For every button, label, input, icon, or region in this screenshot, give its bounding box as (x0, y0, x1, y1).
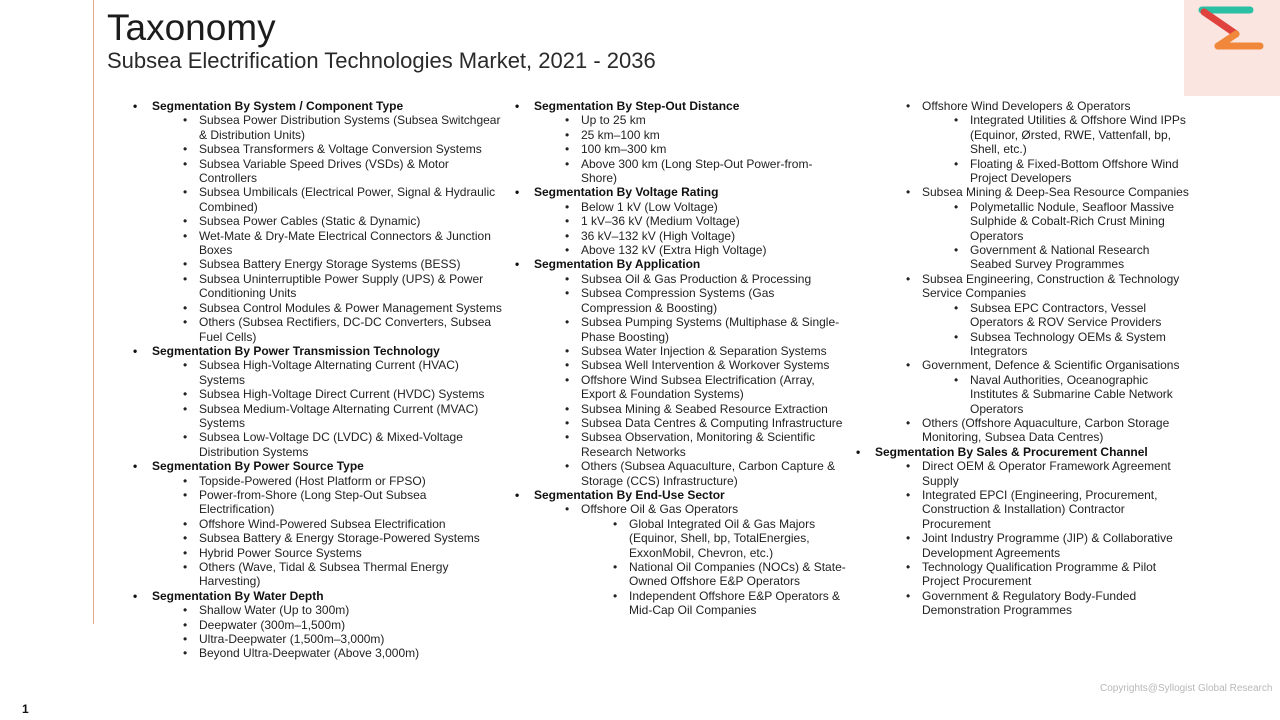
page-number: 1 (22, 702, 29, 716)
segment-subitem: • Naval Authorities, Oceanographic Institutes & Submarine Cable Network Operators (857, 373, 1192, 416)
segment-item: • Offshore Wind Subsea Electrification (Array, Export & Foundation Systems) (516, 373, 846, 402)
taxonomy-column-1 (134, 99, 504, 661)
segment-item: • Hybrid Power Source Systems (134, 546, 504, 560)
page-subtitle: Subsea Electrification Technologies Market, 2021 - 2036 (107, 48, 656, 73)
segment-item: • Subsea Battery & Energy Storage-Powered Systems (134, 531, 504, 545)
segment-item: • 25 km–100 km (516, 128, 846, 142)
segment-item: • Subsea Uninterruptible Power Supply (UPS) & Power Conditioning Units (134, 272, 504, 301)
segment-subitem: • Subsea EPC Contractors, Vessel Operators & ROV Service Providers (857, 301, 1192, 330)
segment-subitem: • Floating & Fixed-Bottom Offshore Wind Project Developers (857, 157, 1192, 186)
segment-item: • 100 km–300 km (516, 142, 846, 156)
segment-heading: • Segmentation By Sales & Procurement Channel (857, 445, 1192, 459)
segment-item: • Joint Industry Programme (JIP) & Collaborative Development Agreements (857, 531, 1192, 560)
segment-subitem: • Independent Offshore E&P Operators & Mid-Cap Oil Companies (516, 589, 846, 618)
segment-item: • 36 kV–132 kV (High Voltage) (516, 229, 846, 243)
segment-heading: • Segmentation By Voltage Rating (516, 185, 846, 199)
segment-item: • Technology Qualification Programme & Pilot Project Procurement (857, 560, 1192, 589)
segment-subitem: • Integrated Utilities & Offshore Wind IPPs (Equinor, Ørsted, RWE, Vattenfall, bp, Shell, etc.) (857, 113, 1192, 156)
segment-item: • Subsea Compression Systems (Gas Compression & Boosting) (516, 286, 846, 315)
segment-item: • Others (Wave, Tidal & Subsea Thermal Energy Harvesting) (134, 560, 504, 589)
segment-item: • Subsea Engineering, Construction & Technology Service Companies (857, 272, 1192, 301)
copyright-notice: Copyrights@Syllogist Global Research (1100, 683, 1273, 694)
segment-item: • Subsea Battery Energy Storage Systems (BESS) (134, 257, 504, 271)
segment-heading: • Segmentation By Step-Out Distance (516, 99, 846, 113)
segment-item: • Subsea Data Centres & Computing Infrastructure (516, 416, 846, 430)
segment-item: • Above 300 km (Long Step-Out Power-from-Shore) (516, 157, 846, 186)
segment-item: • Integrated EPCI (Engineering, Procurement, Construction & Installation) Contractor Procurement (857, 488, 1192, 531)
segment-item: • Subsea Variable Speed Drives (VSDs) & Motor Controllers (134, 157, 504, 186)
segment-item: • Subsea Well Intervention & Workover Systems (516, 358, 846, 372)
segment-subitem: • Global Integrated Oil & Gas Majors (Equinor, Shell, bp, TotalEnergies, ExxonMobil, Chevron, etc.) (516, 517, 846, 560)
logo-container (1184, 0, 1280, 96)
segment-item: • Government & Regulatory Body-Funded Demonstration Programmes (857, 589, 1192, 618)
segment-item: • Others (Subsea Rectifiers, DC-DC Converters, Subsea Fuel Cells) (134, 315, 504, 344)
segment-item: • Others (Offshore Aquaculture, Carbon Storage Monitoring, Subsea Data Centres) (857, 416, 1192, 445)
segment-item: • Subsea Mining & Deep-Sea Resource Companies (857, 185, 1192, 199)
segment-item: • Beyond Ultra-Deepwater (Above 3,000m) (134, 646, 504, 660)
segment-item: • Offshore Wind Developers & Operators (857, 99, 1192, 113)
segment-item: • Subsea Medium-Voltage Alternating Current (MVAC) Systems (134, 402, 504, 431)
segment-item: • Wet-Mate & Dry-Mate Electrical Connectors & Junction Boxes (134, 229, 504, 258)
segment-subitem: • Government & National Research Seabed Survey Programmes (857, 243, 1192, 272)
segment-item: • Subsea Observation, Monitoring & Scientific Research Networks (516, 430, 846, 459)
segment-item: • Below 1 kV (Low Voltage) (516, 200, 846, 214)
segment-heading: • Segmentation By End-Use Sector (516, 488, 846, 502)
segment-item: • Offshore Oil & Gas Operators (516, 502, 846, 516)
segment-heading: • Segmentation By Water Depth (134, 589, 504, 603)
segment-heading: • Segmentation By Application (516, 257, 846, 271)
segment-item: • Subsea Transformers & Voltage Conversion Systems (134, 142, 504, 156)
segment-item: • Subsea Control Modules & Power Management Systems (134, 301, 504, 315)
segment-heading: • Segmentation By Power Source Type (134, 459, 504, 473)
taxonomy-column-3 (857, 99, 1192, 618)
page-title: Taxonomy (107, 7, 276, 48)
segment-item: • Subsea Mining & Seabed Resource Extraction (516, 402, 846, 416)
segment-subitem: • Subsea Technology OEMs & System Integrators (857, 330, 1192, 359)
segment-item: • Ultra-Deepwater (1,500m–3,000m) (134, 632, 504, 646)
segment-item: • Direct OEM & Operator Framework Agreement Supply (857, 459, 1192, 488)
segment-item: • Above 132 kV (Extra High Voltage) (516, 243, 846, 257)
taxonomy-column-2 (516, 99, 846, 618)
segment-item: • Subsea Water Injection & Separation Systems (516, 344, 846, 358)
segment-item: • Power-from-Shore (Long Step-Out Subsea Electrification) (134, 488, 504, 517)
segment-item: • Subsea High-Voltage Alternating Current (HVAC) Systems (134, 358, 504, 387)
segment-item: • Up to 25 km (516, 113, 846, 127)
segment-item: • Shallow Water (Up to 300m) (134, 603, 504, 617)
segment-item: • Subsea Pumping Systems (Multiphase & Single-Phase Boosting) (516, 315, 846, 344)
segment-subitem: • Polymetallic Nodule, Seafloor Massive Sulphide & Cobalt-Rich Crust Mining Operators (857, 200, 1192, 243)
segment-item: • Government, Defence & Scientific Organisations (857, 358, 1192, 372)
segment-item: • Subsea Oil & Gas Production & Processing (516, 272, 846, 286)
segment-item: • 1 kV–36 kV (Medium Voltage) (516, 214, 846, 228)
segment-item: • Topside-Powered (Host Platform or FPSO) (134, 474, 504, 488)
segment-item: • Deepwater (300m–1,500m) (134, 618, 504, 632)
segment-subitem: • National Oil Companies (NOCs) & State-Owned Offshore E&P Operators (516, 560, 846, 589)
segment-item: • Subsea High-Voltage Direct Current (HVDC) Systems (134, 387, 504, 401)
segment-item: • Offshore Wind-Powered Subsea Electrification (134, 517, 504, 531)
segment-heading: • Segmentation By System / Component Type (134, 99, 504, 113)
segment-item: • Subsea Umbilicals (Electrical Power, Signal & Hydraulic Combined) (134, 185, 504, 214)
syllogist-logo-icon (1196, 4, 1266, 54)
segment-item: • Others (Subsea Aquaculture, Carbon Capture & Storage (CCS) Infrastructure) (516, 459, 846, 488)
segment-item: • Subsea Power Distribution Systems (Subsea Switchgear & Distribution Units) (134, 113, 504, 142)
segment-item: • Subsea Low-Voltage DC (LVDC) & Mixed-Voltage Distribution Systems (134, 430, 504, 459)
segment-item: • Subsea Power Cables (Static & Dynamic) (134, 214, 504, 228)
segment-heading: • Segmentation By Power Transmission Technology (134, 344, 504, 358)
accent-divider-line (93, 0, 94, 624)
